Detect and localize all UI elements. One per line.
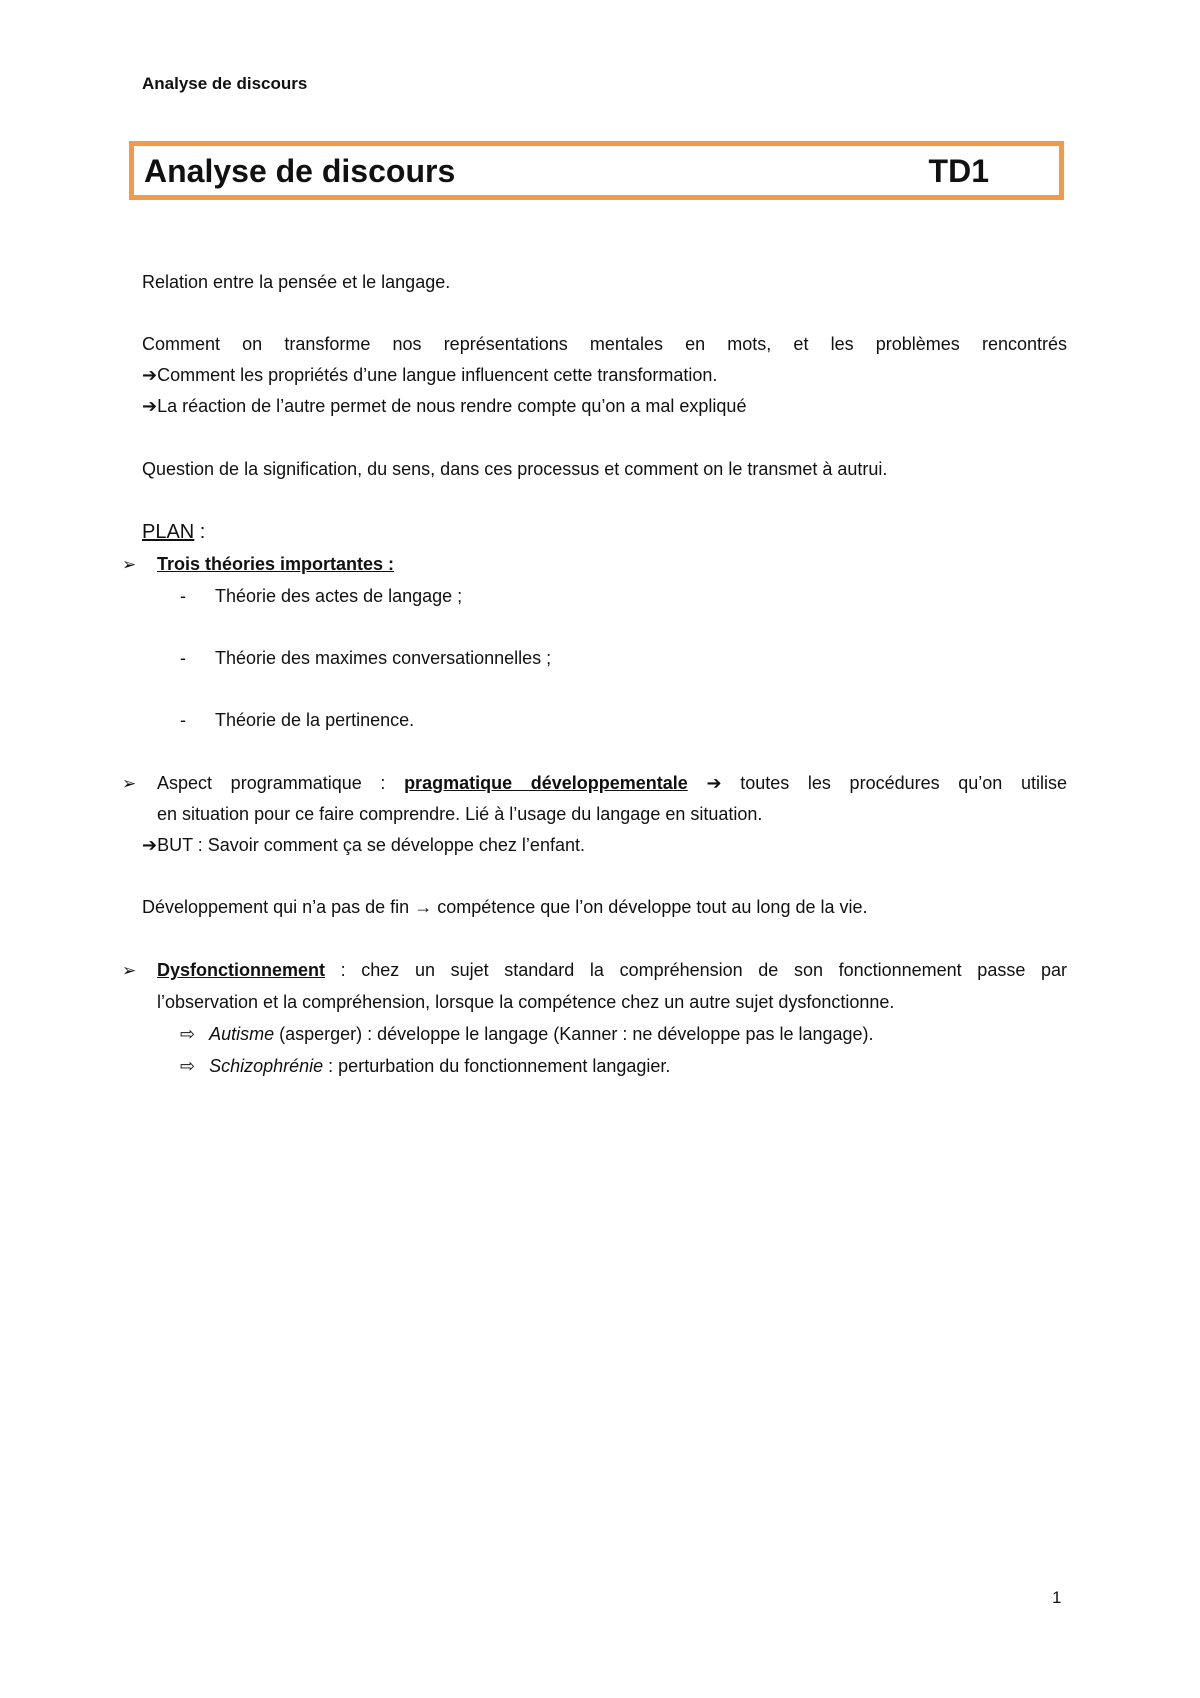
section3-title: Dysfonctionnement	[157, 960, 326, 980]
intro-arrow-line-2	[142, 396, 746, 417]
sub1-italic: Autisme	[209, 1024, 275, 1044]
thin-arrow-icon: →	[414, 897, 433, 917]
section2-but-text: BUT : Savoir comment ça se développe chez l’enfant.	[157, 835, 585, 855]
hollow-arrow-icon: ⇨	[180, 1024, 196, 1044]
document-title: Analyse de discours	[144, 153, 456, 189]
dash-bullet: -	[180, 586, 186, 606]
section2-line1	[157, 773, 1067, 794]
list-item: Théorie de la pertinence.	[215, 710, 415, 730]
arrow-bullet-icon: ➢	[122, 774, 137, 793]
dash-bullet: -	[180, 648, 186, 668]
intro-arrow-line-1	[142, 365, 717, 386]
right-arrow-icon: ➔	[687, 773, 741, 793]
sub-item-schizophrenie	[180, 1056, 670, 1077]
plan-heading-suffix: :	[194, 521, 206, 543]
section1-title: Trois théories importantes :	[157, 554, 395, 574]
right-arrow-icon: ➔	[142, 396, 158, 416]
sub1-rest: (asperger) : développe le langage (Kanner : ne développe pas le langage).	[274, 1024, 874, 1044]
right-arrow-icon: ➔	[142, 365, 158, 385]
intro-question-line: Question de la signification, du sens, dans ces processus et comment on le transmet à autrui.	[142, 459, 888, 479]
development-before: Développement qui n’a pas de fin	[142, 897, 415, 917]
section3-line1	[157, 960, 1067, 981]
document-tag: TD1	[928, 153, 989, 189]
dash-bullet: -	[180, 710, 186, 730]
sub2-italic: Schizophrénie	[209, 1056, 324, 1076]
section1-bullet-line	[122, 554, 136, 575]
arrow-bullet-icon: ➢	[122, 961, 137, 980]
list-item: Théorie des maximes conversationnelles ;	[215, 648, 552, 668]
title-box	[129, 141, 1064, 200]
section2-underlined: pragmatique développementale	[404, 773, 688, 793]
list-item: Théorie des actes de langage ;	[215, 586, 463, 606]
intro-paragraph-line1: Comment on transforme nos représentations mentales en mots, et les problèmes rencontrés	[142, 334, 1067, 354]
intro-paragraph-line2: Comment les propriétés d’une langue influencent cette transformation.	[157, 365, 718, 385]
sub-item-autisme	[180, 1024, 874, 1045]
hollow-arrow-icon: ⇨	[180, 1056, 196, 1076]
running-header: Analyse de discours	[142, 74, 308, 93]
page-number: 1	[1052, 1588, 1062, 1607]
section2-bullet	[122, 773, 136, 794]
plan-heading-label: PLAN	[142, 521, 195, 543]
section2-but-line	[142, 835, 585, 856]
section2-prefix: Aspect programmatique :	[157, 773, 405, 793]
section3-line2: l’observation et la compréhension, lorsque la compétence chez un autre sujet dysfonctionne.	[157, 992, 895, 1012]
intro-paragraph-line3: La réaction de l’autre permet de nous rendre compte qu’on a mal expliqué	[157, 396, 747, 416]
development-line	[142, 897, 868, 918]
section3-bullet	[122, 960, 136, 981]
sub2-rest: : perturbation du fonctionnement langagier.	[323, 1056, 671, 1076]
section3-rest: : chez un sujet standard la compréhension de son fonctionnement passe par	[325, 960, 1067, 980]
section2-rest: toutes les procédures qu’on utilise	[740, 773, 1067, 793]
development-after: compétence que l’on développe tout au long de la vie.	[432, 897, 868, 917]
intro-line: Relation entre la pensée et le langage.	[142, 272, 451, 292]
arrow-bullet-icon: ➢	[122, 555, 137, 574]
section2-line2: en situation pour ce faire comprendre. Lié à l’usage du langage en situation.	[157, 804, 763, 824]
right-arrow-icon: ➔	[142, 835, 158, 855]
plan-heading	[142, 521, 205, 544]
